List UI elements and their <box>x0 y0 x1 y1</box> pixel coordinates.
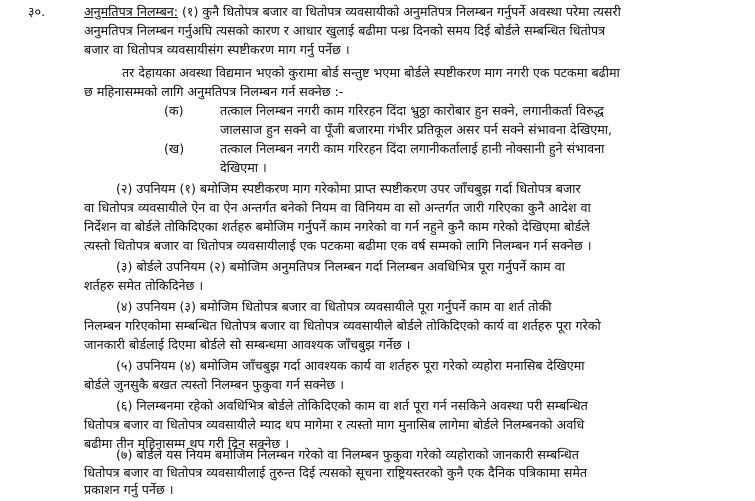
paragraph-line: (१) कुनै धितोपत्र बजार वा धितोपत्र व्यवसायीको अनुमतिपत्र निलम्बन गर्नुपर्ने अवस्था परेमा त्यसरी <box>182 4 621 19</box>
subrule-2-line: त्यस्तो धितोपत्र बजार वा धितोपत्र व्यवसायीलाई एक पटकमा बढीमा एक वर्ष सम्मको लागि निलम्बन गर्न सक्नेछ । <box>84 238 592 253</box>
paragraph-line: अनुमतिपत्र निलम्बन गर्नुअघि त्यसको कारण र आधार खुलाई बढीमा पन्ध्र दिनको समय दिई बोर्डले सम्बन्धित धितोपत्र <box>84 23 606 38</box>
clause-line: जालसाज हुन सक्ने वा पूँजी बजारमा गंभीर प्रतिकूल असर पर्न सक्ने संभावना देखिएमा, <box>220 122 613 137</box>
subrule-4-line: जानकारी बोर्डलाई दिएमा बोर्डले सो सम्बन्धमा आवश्यक जाँचबुझ गर्नेछ । <box>84 337 411 352</box>
subrule-7-line: प्रकाशन गर्नु पर्नेछ । <box>84 482 174 497</box>
subrule-2-line: वा धितोपत्र व्यवसायीले ऐन वा ऐन अन्तर्गत बनेको नियम वा विनियम वा सो अन्तर्गत जारी गरिएका कुनै आदेश वा <box>84 200 591 215</box>
subrule-2-line: (२) उपनियम (१) बमोजिम स्पष्टीकरण माग गरेकोमा प्राप्त स्पष्टीकरण उपर जाँचबुझ गर्दा धितोपत्र बजार <box>116 181 581 196</box>
subrule-5-line: बोर्डले जुनसुकै बखत त्यस्तो निलम्बन फुकुवा गर्न सक्नेछ । <box>84 377 345 392</box>
subrule-6-line: धितोपत्र बजार वा धितोपत्र व्यवसायीले म्याद थप मागेमा र त्यस्तो माग मुनासिब लागेमा बोर्डले निलम्बनको अवधि <box>84 417 585 432</box>
subrule-6-line: (६) निलम्बनमा रहेको अवधिभित्र बोर्डले तोकिदिएको काम वा शर्त पूरा गर्न नसकिने अवस्था परी सम्बन्धित <box>116 398 588 413</box>
clause-label-kha: (ख) <box>164 141 185 156</box>
clause-line: देखिएमा । <box>220 160 267 175</box>
subrule-2-line: निर्देशन वा बोर्डले तोकिदिएका शर्तहरु बमोजिम गर्नुपर्ने काम नगरेको वा गर्न नहुने कुनै काम गरेको देखिएमा बोर्डले <box>84 219 590 234</box>
clause-line: तत्काल निलम्बन नगरी काम गरिरहन दिंदा लगानीकर्तालाई हानी नोक्सानी हुने संभावना <box>220 141 605 156</box>
subrule-5-line: (५) उपनियम (४) बमोजिम जाँचबुझ गर्दा आवश्यक कार्य वा शर्तहरु पूरा गरेको व्यहोरा मनासिब देखिएमा <box>116 358 585 373</box>
proviso-line: छ महिनासम्मको लागि अनुमतिपत्र निलम्बन गर्न सक्नेछ :- <box>84 84 344 99</box>
subrule-6-line: बढीमा तीन महिनासम्म थप गरी दिन सक्नेछ । <box>84 436 289 451</box>
clause-label-ka: (क) <box>164 103 184 118</box>
subrule-7-line: (७) बोर्डले यस नियम बमोजिम निलम्बन गरेको वा निलम्बन फुकुवा गरेको व्यहोराको जानकारी सम्बन्धित <box>116 447 579 462</box>
proviso-line: तर देहायका अवस्था विद्यमान भएको कुरामा बोर्ड सन्तुष्ट भएमा बोर्डले स्पष्टीकरण माग नगरी एक पटकमा बढीमा <box>122 65 620 80</box>
subrule-4-line: (४) उपनियम (३) बमोजिम धितोपत्र बजार वा धितोपत्र व्यवसायीले पूरा गर्नुपर्ने काम वा शर्त तोकी <box>116 299 552 314</box>
subrule-3-line: (३) बोर्डले उपनियम (२) बमोजिम अनुमतिपत्र निलम्बन गर्दा निलम्बन अवधिभित्र पूरा गर्नुपर्ने काम वा <box>116 259 565 274</box>
subrule-3-line: शर्तहरु समेत तोकिदिनेछ । <box>84 278 204 293</box>
section-number: ३०. <box>28 4 46 19</box>
paragraph-line: बजार वा धितोपत्र व्यवसायीसंग स्पष्टीकरण माग गर्नु पर्नेछ । <box>84 42 350 57</box>
subrule-7-line: धितोपत्र बजार वा धितोपत्र व्यवसायीलाई तुरुन्त दिई त्यसको सूचना राष्ट्रियस्तरको कुनै एक दैनिक पत्रिकामा समेत <box>84 465 588 480</box>
section-heading: अनुमतिपत्र निलम्बन: <box>84 4 178 19</box>
clause-line: तत्काल निलम्बन नगरी काम गरिरहन दिंदा भ्रुठ्ठा कारोबार हुन सक्ने, लगानीकर्ता विरुद्ध <box>220 103 604 118</box>
section-first-line <box>84 2 621 22</box>
subrule-4-line: निलम्बन गरिएकोमा सम्बन्धित धितोपत्र बजार वा धितोपत्र व्यवसायीले बोर्डले तोकिदिएको कार्य वा शर्तहरु पूरा गरेको <box>84 318 601 333</box>
